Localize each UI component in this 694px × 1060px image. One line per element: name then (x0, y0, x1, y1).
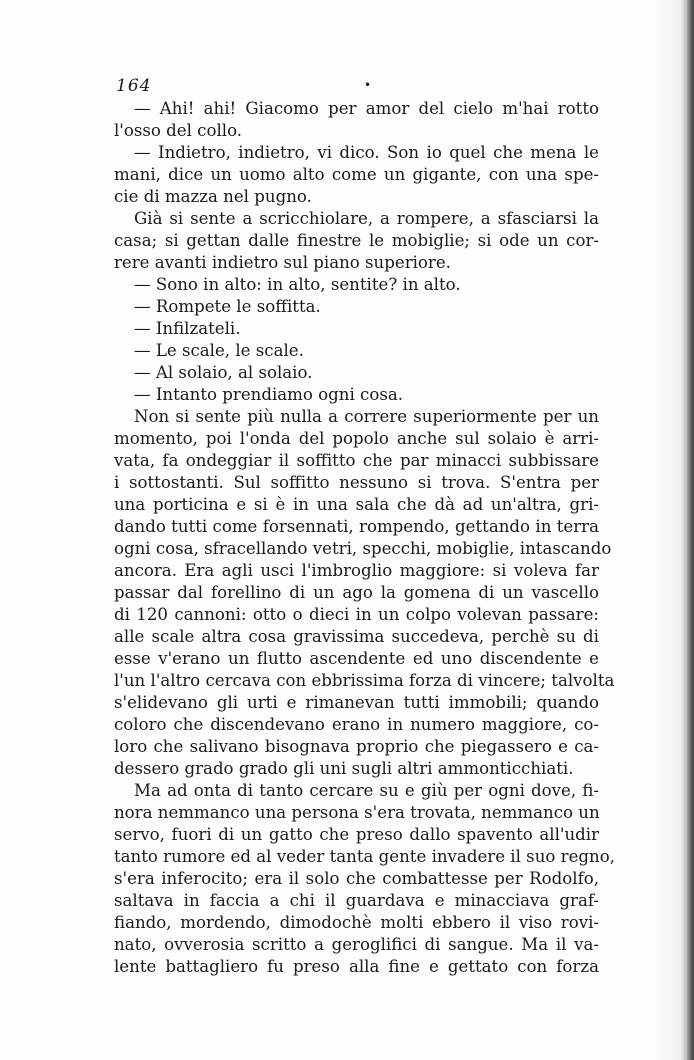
text-line: ancora. Era agli usci l'imbroglio maggiore: si voleva far (114, 561, 599, 580)
text-line: — Indietro, indietro, vi dico. Son io quel che mena le (134, 143, 599, 162)
paragraph (114, 142, 599, 208)
body-text (114, 98, 615, 978)
text-line: momento, poi l'onda del popolo anche sul solaio è arri- (114, 429, 599, 448)
text-line: di 120 cannoni: otto o dieci in un colpo volevan passare: (114, 605, 599, 624)
text-line: — Rompete le soffitta. (134, 297, 321, 316)
page-number: 164 (116, 76, 152, 96)
text-line: fiando, mordendo, dimodochè molti ebbero il viso rovi- (114, 913, 599, 932)
paragraph (114, 406, 615, 780)
text-line: l'osso del collo. (114, 121, 243, 140)
text-line: Non si sente più nulla a correre superiormente per un (134, 407, 599, 426)
text-line: esse v'erano un flutto ascendente ed uno discendente e (114, 649, 599, 668)
text-line: rere avanti indietro sul piano superiore. (114, 253, 451, 272)
text-line: coloro che discendevano erano in numero maggiore, co- (114, 715, 599, 734)
text-line: lente battagliero fu preso alla fine e gettato con forza (114, 957, 599, 976)
paragraph (114, 274, 599, 296)
text-line: l'un l'altro cercava con ebbrissima forza di vincere; talvolta (114, 671, 615, 690)
text-line: dando tutti come forsennati, rompendo, gettando in terra (114, 517, 599, 536)
scanned-page-edge (680, 0, 694, 1060)
text-line: nato, ovverosia scritto a geroglifici di sangue. Ma il va- (114, 935, 599, 954)
text-line: ogni cosa, sfracellando vetri, specchi, mobiglie, intascando (114, 539, 612, 558)
text-line: — Al solaio, al solaio. (134, 363, 313, 382)
text-line: servo, fuori di un gatto che preso dallo spavento all'udir (114, 825, 599, 844)
text-line: i sottostanti. Sul soffitto nessuno si trova. S'entra per (114, 473, 599, 492)
text-line: saltava in faccia a chi il guardava e minacciava graf- (114, 891, 599, 910)
text-line: — Sono in alto: in alto, sentite? in alto. (134, 275, 461, 294)
text-line: mani, dice un uomo alto come un gigante, con una spe- (114, 165, 599, 184)
text-line: — Infilzateli. (134, 319, 241, 338)
text-line: vata, fa ondeggiar il soffitto che par minacci subbissare (114, 451, 599, 470)
text-line: s'era inferocito; era il solo che combattesse per Rodolfo, (114, 869, 599, 888)
text-line: nora nemmanco una persona s'era trovata, nemmanco un (114, 803, 600, 822)
text-line: — Intanto prendiamo ogni cosa. (134, 385, 404, 404)
text-line: Ma ad onta di tanto cercare su e giù per ogni dove, fi- (134, 781, 599, 800)
text-line: dessero grado grado gli uni sugli altri ammonticchiati. (114, 759, 574, 778)
text-line: loro che salivano bisognava proprio che piegassero e ca- (114, 737, 599, 756)
paragraph (114, 208, 599, 274)
text-line: — Le scale, le scale. (134, 341, 304, 360)
paragraph (114, 340, 599, 362)
paragraph (114, 384, 599, 406)
paragraph (114, 780, 615, 978)
text-line: cie di mazza nel pugno. (114, 187, 312, 206)
paragraph (114, 98, 599, 142)
paragraph (114, 362, 599, 384)
paragraph (114, 318, 599, 340)
text-line: casa; si gettan dalle finestre le mobiglie; si ode un cor- (114, 231, 599, 250)
text-line: tanto rumore ed al veder tanta gente invadere il suo regno, (114, 847, 615, 866)
text-line: s'elidevano gli urti e rimanevan tutti immobili; quando (114, 693, 599, 712)
header-dot: • (364, 78, 372, 92)
text-line: Già si sente a scricchiolare, a rompere, a sfasciarsi la (134, 209, 599, 228)
paragraph (114, 296, 599, 318)
text-line: alle scale altra cosa gravissima succedeva, perchè su di (114, 627, 599, 646)
text-line: una porticina e si è in una sala che dà ad un'altra, gri- (114, 495, 599, 514)
text-line: — Ahi! ahi! Giacomo per amor del cielo m'hai rotto (134, 99, 599, 118)
page-edge-shadow (652, 0, 680, 1060)
text-line: passar dal forellino di un ago la gomena di un vascello (114, 583, 599, 602)
